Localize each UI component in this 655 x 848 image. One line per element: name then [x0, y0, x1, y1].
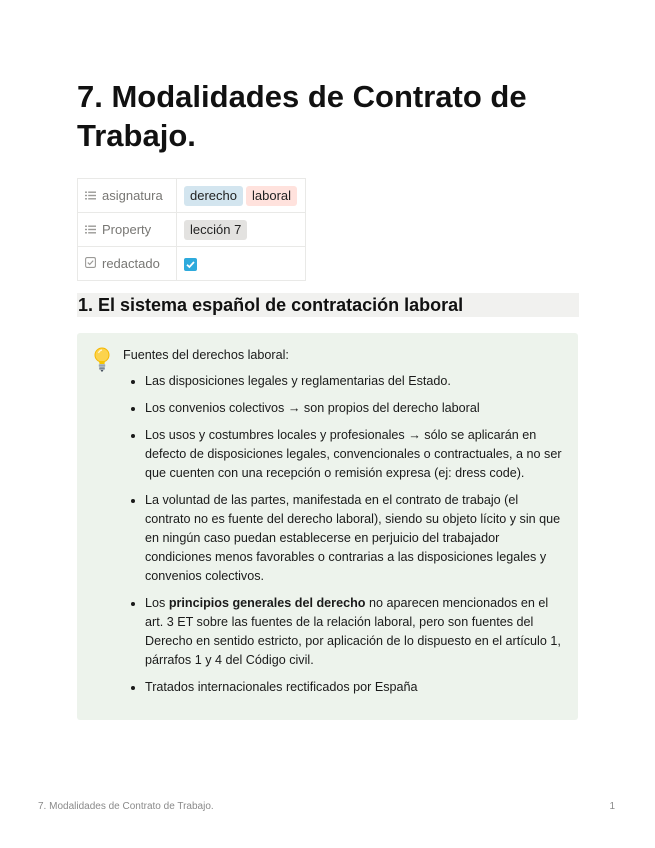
page-title: 7. Modalidades de Contrato de Trabajo.	[77, 79, 527, 153]
properties-table	[77, 178, 306, 281]
tag-leccion[interactable]: lección 7	[184, 220, 247, 240]
callout-intro: Fuentes del derechos laboral:	[123, 348, 289, 362]
property-row	[78, 179, 306, 213]
list-item: Tratados internacionales rectificados por España	[127, 678, 567, 697]
page-number: 1	[609, 801, 615, 812]
property-row	[78, 213, 306, 247]
arrow-icon: →	[408, 428, 421, 442]
property-row	[78, 247, 306, 281]
tag-laboral[interactable]: laboral	[246, 186, 297, 206]
sources-list	[127, 372, 567, 705]
footer-title: 7. Modalidades de Contrato de Trabajo.	[38, 801, 214, 812]
list-item: Los convenios colectivos → son propios del derecho laboral	[127, 399, 567, 418]
list-icon	[85, 225, 96, 234]
list-icon	[85, 191, 96, 200]
property-value[interactable]	[177, 179, 306, 213]
list-item: La voluntad de las partes, manifestada en el contrato de trabajo (el contrato no es fuente del derecho laboral), siendo su objeto lícito y sin que en ningún caso puedan establecerse en perjuicio del trabajador condiciones menos favorables o contrarias a las disposiciones legales y convenios colectivos.	[127, 491, 567, 586]
property-name: asignatura	[102, 188, 163, 204]
list-item: Las disposiciones legales y reglamentarias del Estado.	[127, 372, 567, 391]
list-item: Los usos y costumbres locales y profesionales → sólo se aplicarán en defecto de disposiciones legales, convencionales o contractuales, a no ser que cuenten con una recepción o remisión expresa (ej: dress code).	[127, 426, 567, 483]
lightbulb-icon	[93, 347, 111, 373]
bold-text: principios generales del derecho	[168, 596, 366, 610]
checkbox-icon	[85, 257, 96, 268]
redactado-checkbox[interactable]	[184, 258, 197, 271]
list-item: Los principios generales del derecho no aparecen mencionados en el art. 3 ET sobre las fuentes de la relación laboral, pero son fuentes del Derecho en sentido estricto, por aplicación de lo dispuesto en el artículo 1, párrafos 1 y 4 del Código civil.	[127, 594, 567, 670]
callout-block	[77, 333, 578, 720]
property-name: redactado	[102, 256, 160, 272]
arrow-icon: →	[287, 401, 301, 415]
property-value[interactable]	[177, 213, 306, 247]
section-heading: 1. El sistema español de contratación laboral	[77, 293, 579, 317]
property-name: Property	[102, 222, 152, 238]
tag-derecho[interactable]: derecho	[184, 186, 243, 206]
